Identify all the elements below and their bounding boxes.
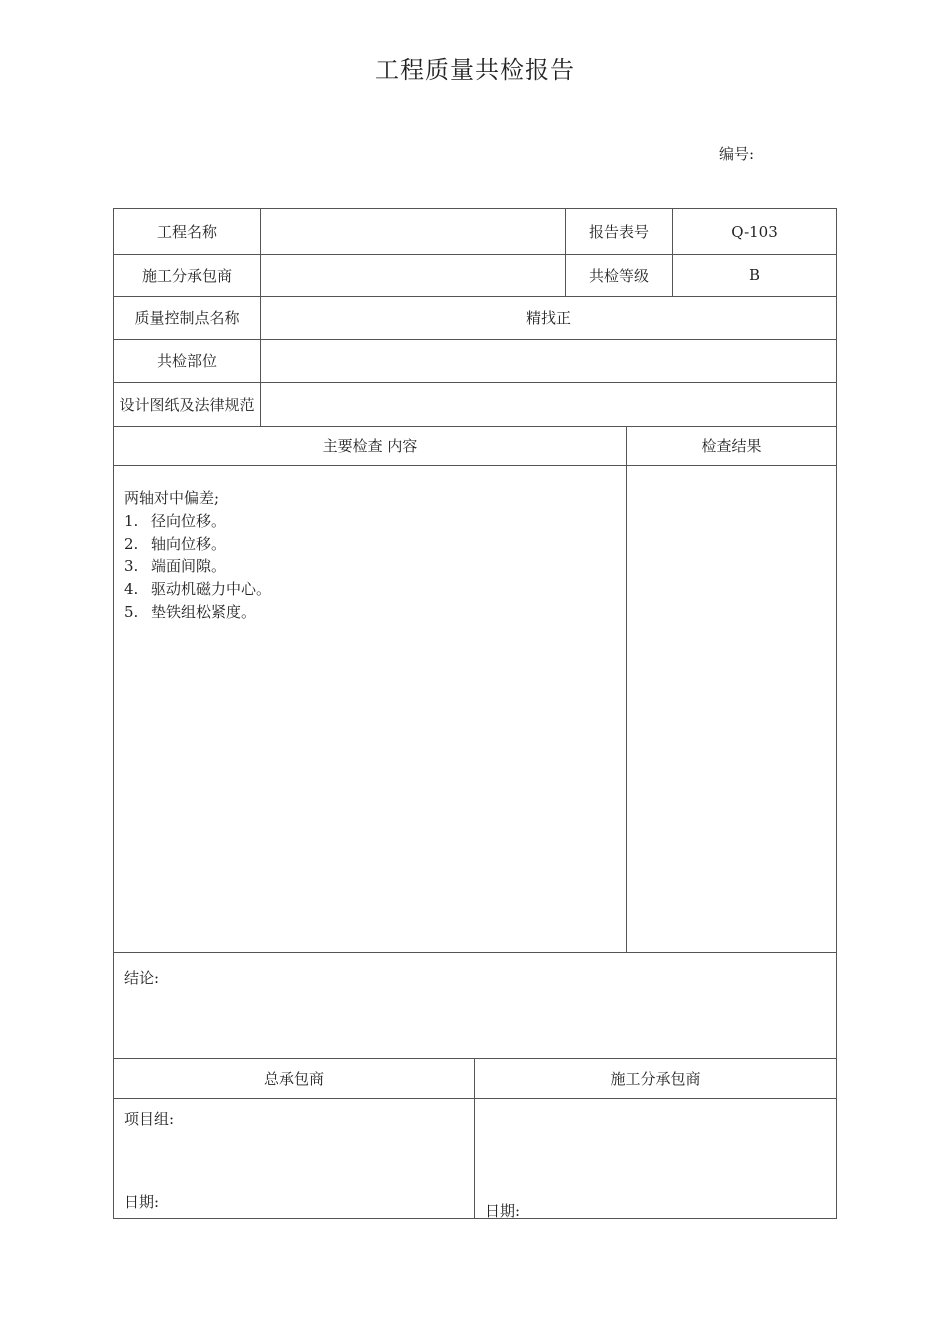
report-no-label: 报告表号 xyxy=(566,208,673,255)
control-point-value: 精找正 xyxy=(261,296,837,340)
conclusion-cell xyxy=(113,952,837,1059)
subcontractor-label: 施工分承包商 xyxy=(113,254,261,297)
project-name-value xyxy=(261,208,566,255)
report-no-value: Q-103 xyxy=(673,208,837,255)
date-label-left: 日期: xyxy=(124,1193,160,1211)
date-label-right: 日期: xyxy=(485,1202,521,1220)
project-group-label: 项目组: xyxy=(124,1110,175,1128)
inspection-list xyxy=(124,487,271,624)
project-name-label: 工程名称 xyxy=(113,208,261,255)
general-contractor-header: 总承包商 xyxy=(113,1058,475,1099)
list-item: 4. 驱动机磁力中心。 xyxy=(124,580,272,599)
inspection-intro: 两轴对中偏差; xyxy=(124,489,220,507)
control-point-label: 质量控制点名称 xyxy=(113,296,261,340)
location-label: 共检部位 xyxy=(113,339,261,383)
subcontractor-header: 施工分承包商 xyxy=(475,1058,837,1099)
grade-value: B xyxy=(673,254,837,297)
subcontractor-value xyxy=(261,254,566,297)
inspection-content-header: 主要检查 内容 xyxy=(113,426,627,466)
grade-label: 共检等级 xyxy=(566,254,673,297)
inspection-result-header: 检查结果 xyxy=(627,426,837,466)
list-item: 3. 端面间隙。 xyxy=(124,557,227,576)
serial-number-label: 编号: xyxy=(719,145,755,163)
location-value xyxy=(261,339,837,383)
drawings-value xyxy=(261,382,837,427)
list-item: 1. 径向位移。 xyxy=(124,511,227,530)
subcontractor-signoff-cell xyxy=(475,1098,837,1219)
conclusion-label: 结论: xyxy=(124,969,160,987)
list-item: 2. 轴向位移。 xyxy=(124,534,227,553)
list-item: 5. 垫铁组松紧度。 xyxy=(124,602,257,621)
page-title: 工程质量共检报告 xyxy=(375,56,575,84)
drawings-label: 设计图纸及法律规范 xyxy=(113,382,261,427)
inspection-result-cell xyxy=(627,465,837,953)
